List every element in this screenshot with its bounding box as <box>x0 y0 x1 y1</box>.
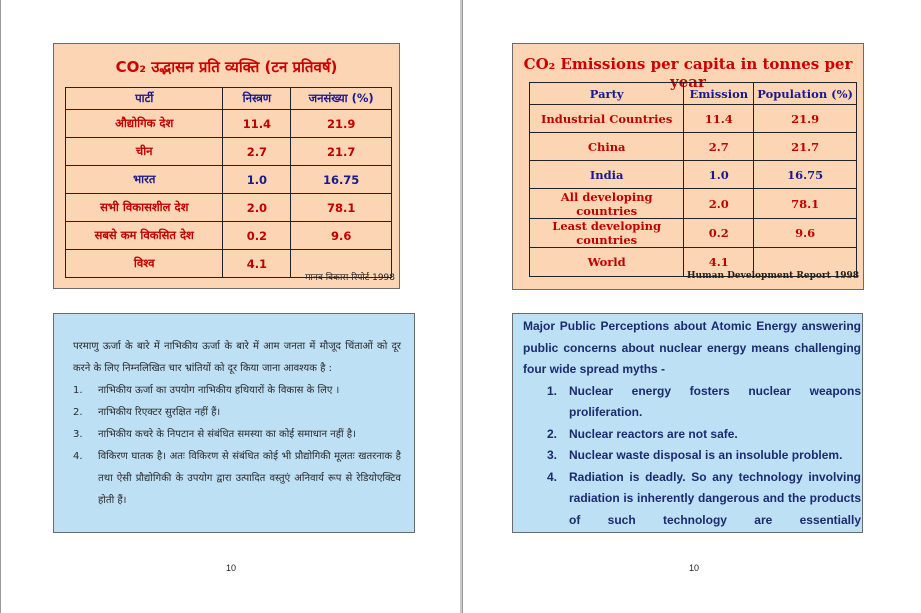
english-intro: Major Public Perceptions about Atomic Energy answering public concerns about nuclear energy means challenging four wide spread myths - <box>523 319 861 376</box>
row-emission: 2.7 <box>684 133 754 161</box>
header-population: Population (%) <box>754 83 857 105</box>
row-emission: 2.7 <box>223 138 291 166</box>
header-party: Party <box>530 83 684 105</box>
english-list <box>523 381 861 532</box>
row-emission: 2.0 <box>223 194 291 222</box>
list-number: 4. <box>73 451 83 462</box>
row-population: 9.6 <box>291 222 392 250</box>
list-number: 3. <box>547 448 558 462</box>
left-page <box>0 0 460 613</box>
row-emission: 0.2 <box>684 219 754 248</box>
table-row <box>66 166 392 194</box>
hindi-table-source: मानव विकास रिपोर्ट 1998 <box>305 273 395 283</box>
row-emission: 2.0 <box>684 189 754 219</box>
english-table-title: CO₂ Emissions per capita in tonnes per year <box>523 55 853 91</box>
row-party: चीन <box>66 138 223 166</box>
hindi-table-title: CO₂ उद्भासन प्रति व्यक्ति (टन प्रतिवर्ष) <box>115 58 338 76</box>
hindi-emissions-table <box>65 87 392 278</box>
row-population: 21.9 <box>291 110 392 138</box>
row-emission: 0.2 <box>223 222 291 250</box>
header-emission: Emission <box>684 83 754 105</box>
list-text: नाभिकीय कचरे के निपटान से संबंधित समस्या का कोई समाधान नहीं है। <box>98 429 356 440</box>
table-row <box>530 161 857 189</box>
list-text: विकिरण घातक है। अतः विकिरण से संबंधित कोई भी प्रौद्योगिकी मूलतः खतरनाक है तथा ऐसी प्रौद्योगिकी के उपयोग द्वारा उत्पादित वस्तुएं अनिवार्य रूप से रेडियोएक्टिव होती हैं। <box>98 451 401 506</box>
row-population: 9.6 <box>754 219 857 248</box>
list-item <box>547 467 861 532</box>
list-item <box>73 424 401 446</box>
list-number: 2. <box>547 426 558 441</box>
row-population: 21.7 <box>754 133 857 161</box>
table-row <box>66 222 392 250</box>
list-text: Nuclear reactors are not safe. <box>569 426 738 441</box>
hindi-intro: परमाणु ऊर्जा के बारे में नाभिकीय ऊर्जा के बारे में आम जनता में मौजूद चिंताओं को दूर करने के लिए निम्नलिखित चार भ्रांतियों को दूर किया जाना आवश्यक है : <box>73 341 401 374</box>
table-row <box>66 194 392 222</box>
row-party: भारत <box>66 166 223 194</box>
row-party: All developing countries <box>530 189 684 219</box>
row-population: 21.9 <box>754 105 857 133</box>
list-item <box>547 424 861 446</box>
row-party: World <box>530 248 684 277</box>
header-emission: निस्त्रण <box>223 88 291 110</box>
row-party: औद्योगिक देश <box>66 110 223 138</box>
english-table-source: Human Development Report 1998 <box>687 271 859 281</box>
list-item <box>73 402 401 424</box>
header-population: जनसंख्या (%) <box>291 88 392 110</box>
header-party: पार्टी <box>66 88 223 110</box>
row-emission: 1.0 <box>223 166 291 194</box>
list-text: नाभिकीय रिएक्टर सुरक्षित नहीं हैं। <box>98 407 221 418</box>
list-item <box>73 446 401 512</box>
list-item <box>73 380 401 402</box>
list-number: 1. <box>547 383 558 398</box>
row-party: Industrial Countries <box>530 105 684 133</box>
list-item <box>547 381 861 424</box>
hindi-text-body <box>73 336 401 512</box>
right-page <box>462 0 921 613</box>
list-number: 2. <box>73 407 83 418</box>
row-emission: 1.0 <box>684 161 754 189</box>
english-table-panel <box>512 43 864 290</box>
row-emission: 11.4 <box>223 110 291 138</box>
list-item <box>547 445 861 467</box>
row-party: सभी विकासशील देश <box>66 194 223 222</box>
row-emission: 11.4 <box>684 105 754 133</box>
row-party: विश्व <box>66 250 223 278</box>
table-row <box>530 219 857 248</box>
list-number: 1. <box>73 385 83 396</box>
list-number: 3. <box>73 429 83 440</box>
row-party: India <box>530 161 684 189</box>
table-row <box>530 105 857 133</box>
row-population: 16.75 <box>291 166 392 194</box>
hindi-text-panel <box>53 313 415 533</box>
table-header-row <box>66 88 392 110</box>
table-header-row <box>530 83 857 105</box>
row-population: 16.75 <box>754 161 857 189</box>
english-emissions-table <box>529 82 857 277</box>
row-party: Least developing countries <box>530 219 684 248</box>
row-population: 78.1 <box>754 189 857 219</box>
row-emission: 4.1 <box>684 248 754 277</box>
list-text: नाभिकीय ऊर्जा का उपयोग नाभिकीय हथियारों के विकास के लिए । <box>98 385 340 396</box>
table-row <box>530 133 857 161</box>
row-population: 78.1 <box>291 194 392 222</box>
row-population: 21.7 <box>291 138 392 166</box>
page-number: 10 <box>226 563 237 573</box>
hindi-table-panel <box>53 43 400 289</box>
list-text: Radiation is deadly. So any technology involving radiation is inherently dangerous and the products of such technology are essentially <box>569 469 861 527</box>
list-text: Nuclear energy fosters nuclear weapons proliferation. <box>569 383 861 419</box>
list-number: 4. <box>547 469 558 484</box>
english-text-panel <box>512 313 863 533</box>
table-row <box>66 110 392 138</box>
row-party: सबसे कम विकसित देश <box>66 222 223 250</box>
page-number: 10 <box>689 563 700 573</box>
row-emission: 4.1 <box>223 250 291 278</box>
row-party: China <box>530 133 684 161</box>
table-row <box>66 138 392 166</box>
english-text-body <box>523 316 861 531</box>
table-row <box>530 189 857 219</box>
list-text: Nuclear waste disposal is an insoluble problem. <box>569 448 843 462</box>
